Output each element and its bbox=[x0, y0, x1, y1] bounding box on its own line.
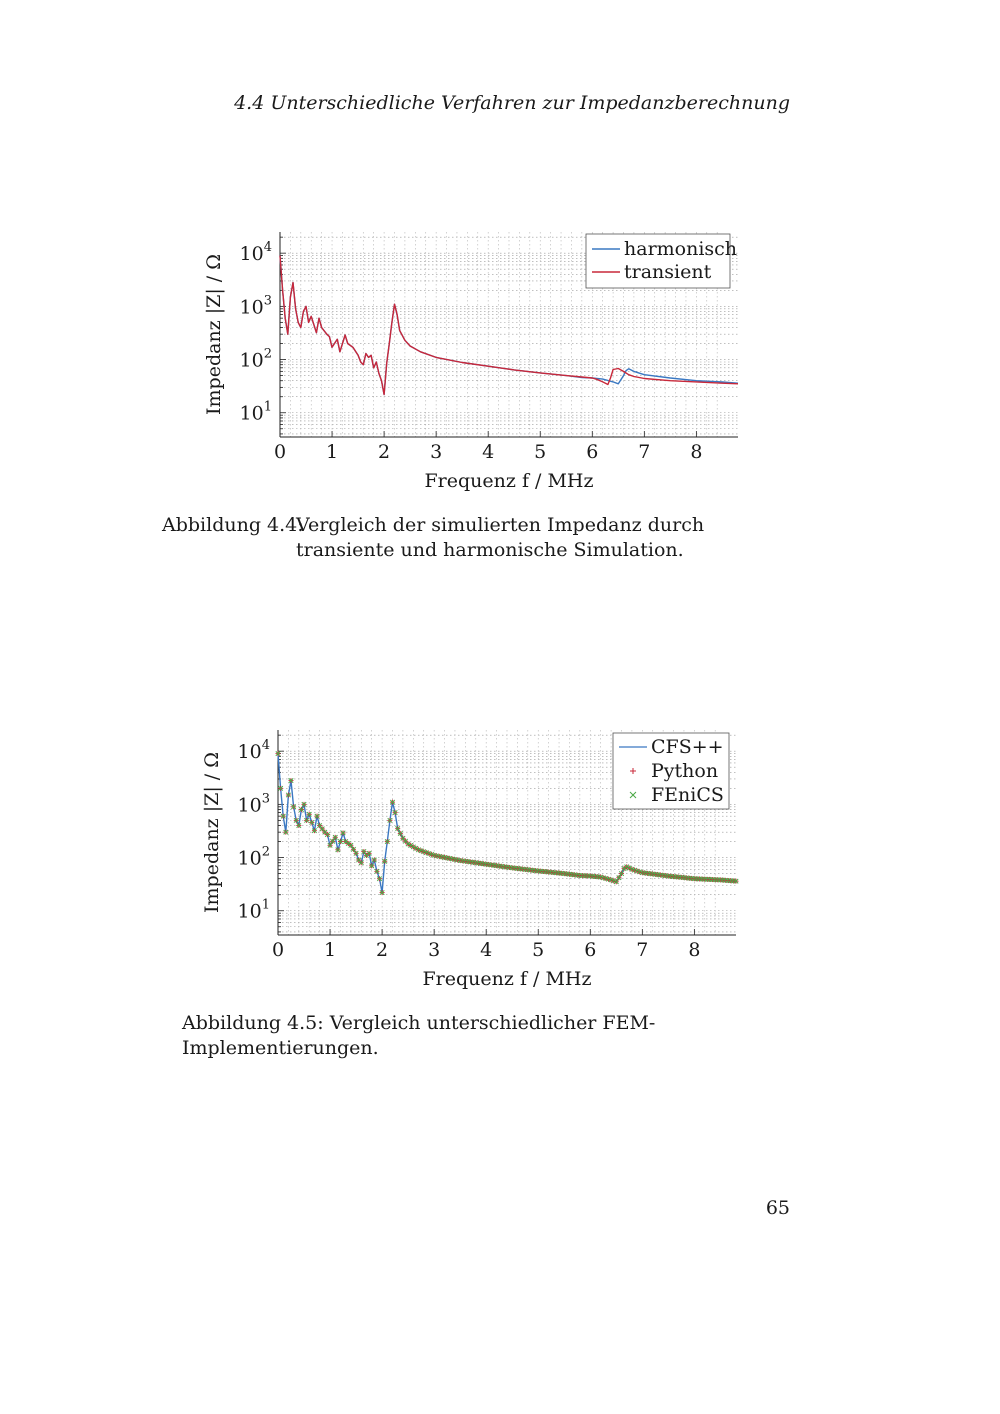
x-tick-label: 8 bbox=[690, 441, 703, 463]
data-point bbox=[393, 810, 398, 815]
data-point bbox=[395, 826, 400, 831]
y-tick-label: $10^4$ bbox=[239, 240, 272, 266]
x-tick-label: 2 bbox=[378, 441, 391, 463]
x-tick-label: 4 bbox=[480, 939, 493, 961]
running-header: 4.4 Unterschiedliche Verfahren zur Impedanzberechnung bbox=[234, 92, 790, 114]
x-tick-label: 2 bbox=[376, 939, 389, 961]
data-point bbox=[309, 820, 314, 825]
data-point bbox=[367, 851, 372, 856]
y-tick-label: $10^3$ bbox=[239, 293, 272, 319]
data-point bbox=[372, 857, 377, 862]
data-point bbox=[299, 807, 304, 812]
x-tick-label: 7 bbox=[636, 939, 649, 961]
data-point bbox=[283, 830, 288, 835]
data-point bbox=[341, 830, 346, 835]
data-point bbox=[281, 814, 286, 819]
y-tick-label: $10^2$ bbox=[237, 844, 270, 870]
x-tick-label: 1 bbox=[323, 939, 337, 961]
x-tick-label: 0 bbox=[271, 939, 285, 961]
data-point bbox=[398, 831, 403, 836]
data-point bbox=[361, 849, 366, 854]
data-point bbox=[289, 778, 294, 783]
data-point bbox=[328, 843, 333, 848]
data-point bbox=[382, 859, 387, 864]
x-tick-label: 0 bbox=[273, 441, 287, 463]
legend-label: FEniCS bbox=[651, 784, 724, 806]
y-tick-label: $10^4$ bbox=[237, 738, 270, 764]
x-tick-label: 7 bbox=[638, 441, 651, 463]
legend-label: harmonisch bbox=[624, 238, 738, 260]
data-point bbox=[734, 879, 739, 884]
data-point bbox=[317, 823, 322, 828]
data-point bbox=[369, 863, 374, 868]
caption-text: Vergleich unterschiedlicher FEM-Implementierungen. bbox=[182, 1012, 656, 1059]
x-tick-label: 4 bbox=[482, 441, 495, 463]
x-tick-label: 3 bbox=[430, 441, 443, 463]
data-point bbox=[294, 818, 299, 823]
data-point bbox=[312, 828, 317, 833]
data-point bbox=[333, 835, 338, 840]
page-number: 65 bbox=[765, 1197, 790, 1219]
data-point bbox=[302, 802, 307, 807]
y-axis-label: Impedanz |Z| / Ω bbox=[203, 254, 225, 415]
data-point bbox=[296, 823, 301, 828]
data-point bbox=[320, 826, 325, 831]
caption-label: Abbildung 4.4: bbox=[162, 514, 304, 536]
data-point bbox=[374, 869, 379, 874]
data-point bbox=[359, 860, 364, 865]
data-point bbox=[348, 843, 353, 848]
data-point bbox=[291, 804, 296, 809]
data-point bbox=[335, 847, 340, 852]
y-tick-label: $10^2$ bbox=[239, 346, 272, 372]
data-point bbox=[304, 818, 309, 823]
caption-label: Abbildung 4.5: bbox=[182, 1012, 324, 1034]
data-point bbox=[387, 818, 392, 823]
x-tick-label: 5 bbox=[532, 939, 545, 961]
data-point bbox=[616, 875, 621, 880]
data-point bbox=[614, 879, 619, 884]
x-tick-label: 8 bbox=[688, 939, 701, 961]
data-point bbox=[354, 851, 359, 856]
data-point bbox=[315, 814, 320, 819]
data-point bbox=[338, 839, 343, 844]
y-tick-label: $10^1$ bbox=[239, 399, 272, 425]
data-point bbox=[325, 832, 330, 837]
data-point bbox=[377, 876, 382, 881]
x-tick-label: 6 bbox=[584, 939, 597, 961]
caption-text: Vergleich der simulierten Impedanz durch transiente und harmonische Simulation. bbox=[296, 514, 705, 561]
figure-caption bbox=[182, 1011, 802, 1061]
x-tick-label: 6 bbox=[586, 441, 599, 463]
x-axis-label: Frequenz f / MHz bbox=[424, 470, 594, 492]
x-tick-label: 5 bbox=[534, 441, 547, 463]
y-tick-label: $10^3$ bbox=[237, 791, 270, 817]
data-point bbox=[385, 839, 390, 844]
data-point bbox=[619, 871, 624, 876]
x-tick-label: 1 bbox=[325, 441, 339, 463]
x-axis-label: Frequenz f / MHz bbox=[422, 968, 592, 990]
x-tick-label: 3 bbox=[428, 939, 441, 961]
data-point bbox=[286, 792, 291, 797]
data-point bbox=[351, 847, 356, 852]
y-axis-label: Impedanz |Z| / Ω bbox=[201, 752, 223, 913]
legend-label: Python bbox=[651, 760, 719, 782]
data-point bbox=[276, 751, 281, 756]
legend-label: transient bbox=[624, 261, 712, 283]
legend-label: CFS++ bbox=[651, 736, 724, 758]
data-point bbox=[330, 839, 335, 844]
data-point bbox=[390, 800, 395, 805]
data-point bbox=[380, 890, 385, 895]
data-point bbox=[307, 812, 312, 817]
data-point bbox=[278, 786, 283, 791]
y-tick-label: $10^1$ bbox=[237, 897, 270, 923]
